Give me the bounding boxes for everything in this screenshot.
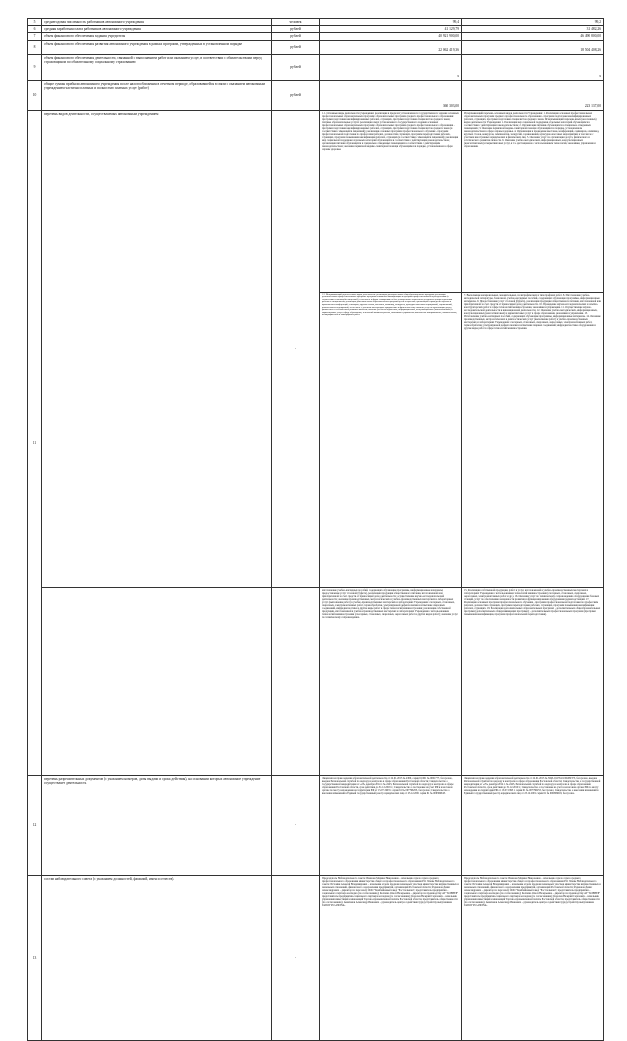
row-number: 5 xyxy=(28,19,42,26)
table-row xyxy=(28,40,604,54)
value-previous: 22 062 419,36 xyxy=(320,40,462,54)
activities-current-part1: Исчерпывающий перечень основных видов деятельности Учреждения: 1. Реализация основных профессиональных образовательных программ среднего профессионального образования - программ подготовки квалифицированных рабочих, служащих, программ подготовки специалистов среднего звена. Исчерпывающий перечень иных (неосновных) видов деятельности Учреждения: 1. Реализация мер социальной поддержки отдельных категорий обучающихся в соответствии с действующим законодательством; 2. Организация питания обучающихся в специально отведенных помещениях; 3. Оказание первичной медико-санитарной помощи обучающимся в порядке, установленном законодательством в сфере охраны здоровья. 4. Организация и проведение выставок, конференций, семинаров, олимпиад, круглых столов, конкурсов, чемпионатов, экскурсий, соревнований, культурно-массовых мероприятий, в том числе с участием иностранных юридических и физических лиц. 5. Оказание услуг по организации досуга, физического и эстетического развития личности. 6. Оказание учебно-методических, информационных, консультационных (консалтинговых) и маркетинговых услуг, в т.ч. дистанционно с использованием технологий, экономики, управления и образования. xyxy=(462,110,604,292)
activities-previous-part1: 1.1. Основные виды деятельности учреждения: реализация в пределах установленного государственного задания основных профессиональных образовательных программ: образовательных программ среднего профессионального образования: программ подготовки квалифицированных рабочих, служащих, программ подготовки специалистов среднего звена; платные образовательные услуги: реализация сверх установленного государственного задания основных профессиональных образовательных программ: образовательных программ среднего профессионального образования - программ подготовки квалифицированных рабочих, служащих, программ подготовки специалистов среднего звена (в соответствии с имеющейся лицензией); реализация основных программ профессионального обучения - программ профессиональной подготовки по профессиям рабочих, должностям служащих, программ переподготовки рабочих, служащих, программ повышения квалификации рабочих, служащих (в соответствии с имеющейся лицензией); реализация мер социальной поддержки отдельных категорий обучающихся в соответствии с действующим законодательством; организация питания обучающихся и специально отведенных помещениях в соответствии с действующим законодательством; оказание первичной медико-санитарной помощи обучающимся в порядке, установленном в сфере охраны здоровья. xyxy=(320,110,462,292)
row-number: 12 xyxy=(28,775,42,875)
activities-current-part3: 15. Реализация собственной продукции, работ и услуг, изготовленной в учебно-производственных мастерских и лабораториях Учреждения с использованием технологий машиностроения (слесарных, станочных, сварочных, окрасочных, электромонтажных работ и др.). 16. Оказание услуг по техническому сопровождению оборудования базовых станций, услуг по обеспечению возможности развития и функционирования оборудования радиоподстанций. 17. Реализация основных программ профессионального обучения - программ профессиональной подготовки по профессиям рабочих, должностям служащих, программ переподготовки рабочих, служащих, программ повышения квалификации рабочих, служащих. 18. Реализация дополнительных образовательных программ: - дополнительных общеобразовательных программ (дополнительных общеразвивающих программ); - дополнительных профессиональных программ (программ повышения квалификации, программ профессиональной переподготовки). xyxy=(462,587,604,775)
report-table xyxy=(27,18,604,1041)
row-number: 8 xyxy=(28,40,42,54)
row-label-continued xyxy=(42,587,272,775)
row-number: 11 xyxy=(28,110,42,775)
value-previous: 40 921 900,00 xyxy=(320,33,462,40)
row-label: перечень разрешительных документов (с указанием номеров, даты выдачи и срока действия), на основании которых автономное учреждение осуществляет деятельность xyxy=(42,775,272,875)
table-row xyxy=(28,587,604,775)
row-unit: рублей xyxy=(272,26,320,33)
activities-previous-part3: изготовление учебно-наглядных пособий, содержащих обучающие программы, информационные материалы; предоставление услуг столовой (буфета), реализация продукции общественного питания, изготовленной или приобретенной за счет средств от приносящей доход деятельности; осуществление научно-исследовательской деятельности; оказание производственных, метрологических и учебно-производственных мастерских и лабораторных услуг (выполнение работ) в учебно-производственных мастерских и лабораториях Учреждения: слесарных, станочных, сварочных, электромонтажных работ, термообработки, ультразвуковой дефектоскопии и испытание сварочных соединений, инфрадиагностика и другие виды работ в сфере технологий машиностроения; реализация собственной продукции, изготовленной в учебно-производственных мастерских и лабораториях Учреждения с использованием технологий машиностроения (слесарных, станочных, сварочных, окрасочных работ и других видов работ); оказание услуг по техническому сопровождению. xyxy=(320,587,462,775)
table-row xyxy=(28,110,604,292)
row-number: 10 xyxy=(28,80,42,110)
board-previous: Председатель Наблюдательного совета: Иванова Марина Николаевна – начальник отдела отдела среднего профессионального образования министерства общего и профессионального образования РО. Члены Наблюдательного совета: Истомин Алексей Владимирович – начальник отдела продажи земельных участков министерства имущественных и земельных отношений, финансового оздоровления предприятий, организаций Ростовской области; Радионов Денис Александрович – директор по персоналу ООО "Комбайновый завод "Ростсельмаш", представитель предприятия – социального партнера колледжа (по согласованию); Колчина Олеся Валерьевна – директор по производству АУ "КЛЕВЕР" представитель предприятия-социального партнера колледжа (по согласованию); Королев Валерий Сергеевич – начальник управления инвестиций и инноваций Торгово-промышленной палаты Ростовской области, представитель общественности (по согласованию); Анисимов Александр Иванович – руководитель центра содействия трудоустройству выпускников ГАПОУ РО «РКТМ». xyxy=(320,875,462,1040)
permits-current: Лицензия на право ведения образовательной деятельности от 22.01.2015 № 3845-01276-61/00282375, бессрочно, выдана Региональной службой по надзору и контролю в сфере образования Ростовской области; Свидетельство о государственной аккредитации от «25» декабря 2014 г. № 2423, Региональной службой по надзору и контролю в сфере образования Ростовской области, срок действия до 31.12.2019 г.; Свидетельство о постановке на учет в налоговом органе РФ по месту нахождения на территории РФ от 15.07.1993 г. серия 61 № 007796253, бессрочно; Свидетельство о внесении изменений в Единый государственный реестр юридических лиц от 23.12.2001 серия 61 № 006399618, бессрочно. xyxy=(462,775,604,875)
row-label: средняя заработная плата работников автономного учреждения xyxy=(42,26,272,33)
row-number: 13 xyxy=(28,875,42,1040)
table-row xyxy=(28,80,604,110)
row-label: общие суммы прибыли автономного учреждения после налогообложения в отчетном периоде, образовавшейся в связи с оказанием автономным учреждением частично платных и полностью платных услуг (работ) xyxy=(42,80,272,110)
table-row xyxy=(28,26,604,33)
row-label: перечень видов деятельности, осуществляемых автономным учреждением xyxy=(42,110,272,587)
row-unit: рублей xyxy=(272,40,320,54)
value-current: 18 504 408,26 xyxy=(462,40,604,54)
value-current: 223 137,00 xyxy=(462,80,604,110)
value-previous: 41 129,79 xyxy=(320,26,462,33)
row-unit: рублей xyxy=(272,33,320,40)
row-number: 9 xyxy=(28,54,42,80)
row-unit-continued xyxy=(272,587,320,775)
table-row xyxy=(28,875,604,1040)
activities-previous-part2: 1.2. Исчерпывающий перечень иных видов деятельности: реализация дополнительных общеобразовательных программ; реализация дополнительных профессиональных программ: программ повышения квалификации и программ профессиональной переподготовки (в соответствии с имеющейся лицензией), в том числе и форме стажировки на базе регионального отраслевого ресурсного центра подготовки рабочих и специалистов; реализация дополнительных образовательных программ детей и взрослых; организация и проведение научных и практических конференций, семинаров, круглых столов, выставок, олимпиад, конкурсов, культурно-массовых мероприятий, соревнований, показательных мероприятий, в том числе с участием иностранных юридических и физических лиц; оказание услуг по организации досуга, физического и эстетического развития личности; оказание учебно-методических, информационных, консультационных (консалтинговых) и маркетинговых услуг в сфере образования, технологий машиностроения, экономики и управления; выполнение копировальных, множительных, полиграфических и типографских работ. xyxy=(320,292,462,587)
row-unit: рублей xyxy=(272,54,320,80)
value-current: х xyxy=(462,54,604,80)
permits-previous: Лицензия на право ведения образовательной деятельности от 22.01.2015 № 4300, серия 61Л01 № 0001777, бессрочно, выдана Региональной службой по надзору и контролю в сфере образования Ростовской области; Свидетельство о государственной аккредитации от «23» декабря 2014 г. № 2423, Региональной службой по надзору и контролю в сфере образования Ростовской области, срок действия до 31.12.2019 г.; Свидетельство о постановке на учет РФ в налоговом органе по месту нахождения на территории РФ от 15.07.1993 г. серия 61 № 007796253, бессрочно; Свидетельство о внесении изменений в Единый государственный реестр юридических лиц от 23.12.2001 серия 61 № 006399618. xyxy=(320,775,462,875)
activities-current-part2: 7. Выполнение копировальных, множительных, полиграфических и типографских работ. 8. Изготовление учебно-методической литературы, бланочной, учебно-наглядных пособий, содержащих обучающие программы, информационные материалы. 9. Предоставление услуг столовой (буфета), реализация продукции общественного питания, изготовленной или приобретенной за счет средств от приносящей доход деятельности. 10. Проведение научно-исследовательских и опытно-конструкторских работ в сфере технологий машиностроения, экономики и управления. 11. Осуществление научно-исследовательской деятельности в инновационной деятельности. 12. Оказание учебно-методических, информационных, консультационных (консалтинговых) и маркетинговых услуг в сфере образования, экономики и управления. 13. Изготовление учебно-наглядных пособий, содержащих обучающие программы, информационные материалы. 14. Оказание производственных, метрологических и диагностических услуг (выполнение работ) в учебно-производственных мастерских и лабораториях Учреждения: слесарных, станочных, сварочных, окрасочных, электромонтажных работ, термообработки; ультразвуковой дефектоскопии и испытания сварных соединений; инфрадиагностика оборудования и другие виды работ в сфере технологий машиностроения. xyxy=(462,292,604,587)
table-row xyxy=(28,54,604,80)
row-unit: рублей xyxy=(272,80,320,110)
board-current: Председатель Наблюдательного совета: Иванова Марина Николаевна – начальник отдела отдела среднего профессионального образования министерства общего и профессионального образования РО. Члены Наблюдательного совета: Истомин Алексей Владимирович – начальник отдела продажи земельных участков министерства имущественных и земельных отношений, финансового оздоровления предприятий, организаций Ростовской области; Радионов Денис Александрович – директор по персоналу ООО "Комбайновый завод "Ростсельмаш", представитель предприятия – социального партнера колледжа (по согласованию); Колчина Олеся Валерьевна – директор по производству АУ "КЛЕВЕР" представитель предприятия-социального партнера колледжа (по согласованию); Королев Валерий Сергеевич – начальник управления инвестиций и инноваций Торгово-промышленной палаты Ростовской области, представитель общественности (по согласованию); Анисимов Александр Иванович – руководитель центра содействия трудоустройству выпускников ГАПОУ РО «РКТМ». xyxy=(462,875,604,1040)
row-label: объем финансового обеспечения деятельности, связанной с выполнением работ или оказанием услуг, в соответствии с обязательствами перед страховщиком по обязательному социальному страхованию xyxy=(42,54,272,80)
row-unit: - xyxy=(272,875,320,1040)
row-unit: человек xyxy=(272,19,320,26)
value-current: 99,2 xyxy=(462,19,604,26)
table-row xyxy=(28,33,604,40)
value-previous: х xyxy=(320,54,462,80)
row-unit: - xyxy=(272,775,320,875)
row-number: 6 xyxy=(28,26,42,33)
row-number: 7 xyxy=(28,33,42,40)
row-label: объем финансового обеспечения задания учредителя xyxy=(42,33,272,40)
row-label: объем финансового обеспечения развития автономного учреждения в рамках программ, утвержденных в установленном порядке xyxy=(42,40,272,54)
value-previous: 360 303,00 xyxy=(320,80,462,110)
value-current: 46 490 800,00 xyxy=(462,33,604,40)
value-current: 31 482,26 xyxy=(462,26,604,33)
row-label: состав наблюдательного совета (с указанием должностей, фамилий, имен и отчеств). xyxy=(42,875,272,1040)
row-unit: - xyxy=(272,110,320,587)
table-row xyxy=(28,775,604,875)
row-label: среднегодовая численность работников автономного учреждения xyxy=(42,19,272,26)
table-row xyxy=(28,19,604,26)
value-previous: 99,4 xyxy=(320,19,462,26)
